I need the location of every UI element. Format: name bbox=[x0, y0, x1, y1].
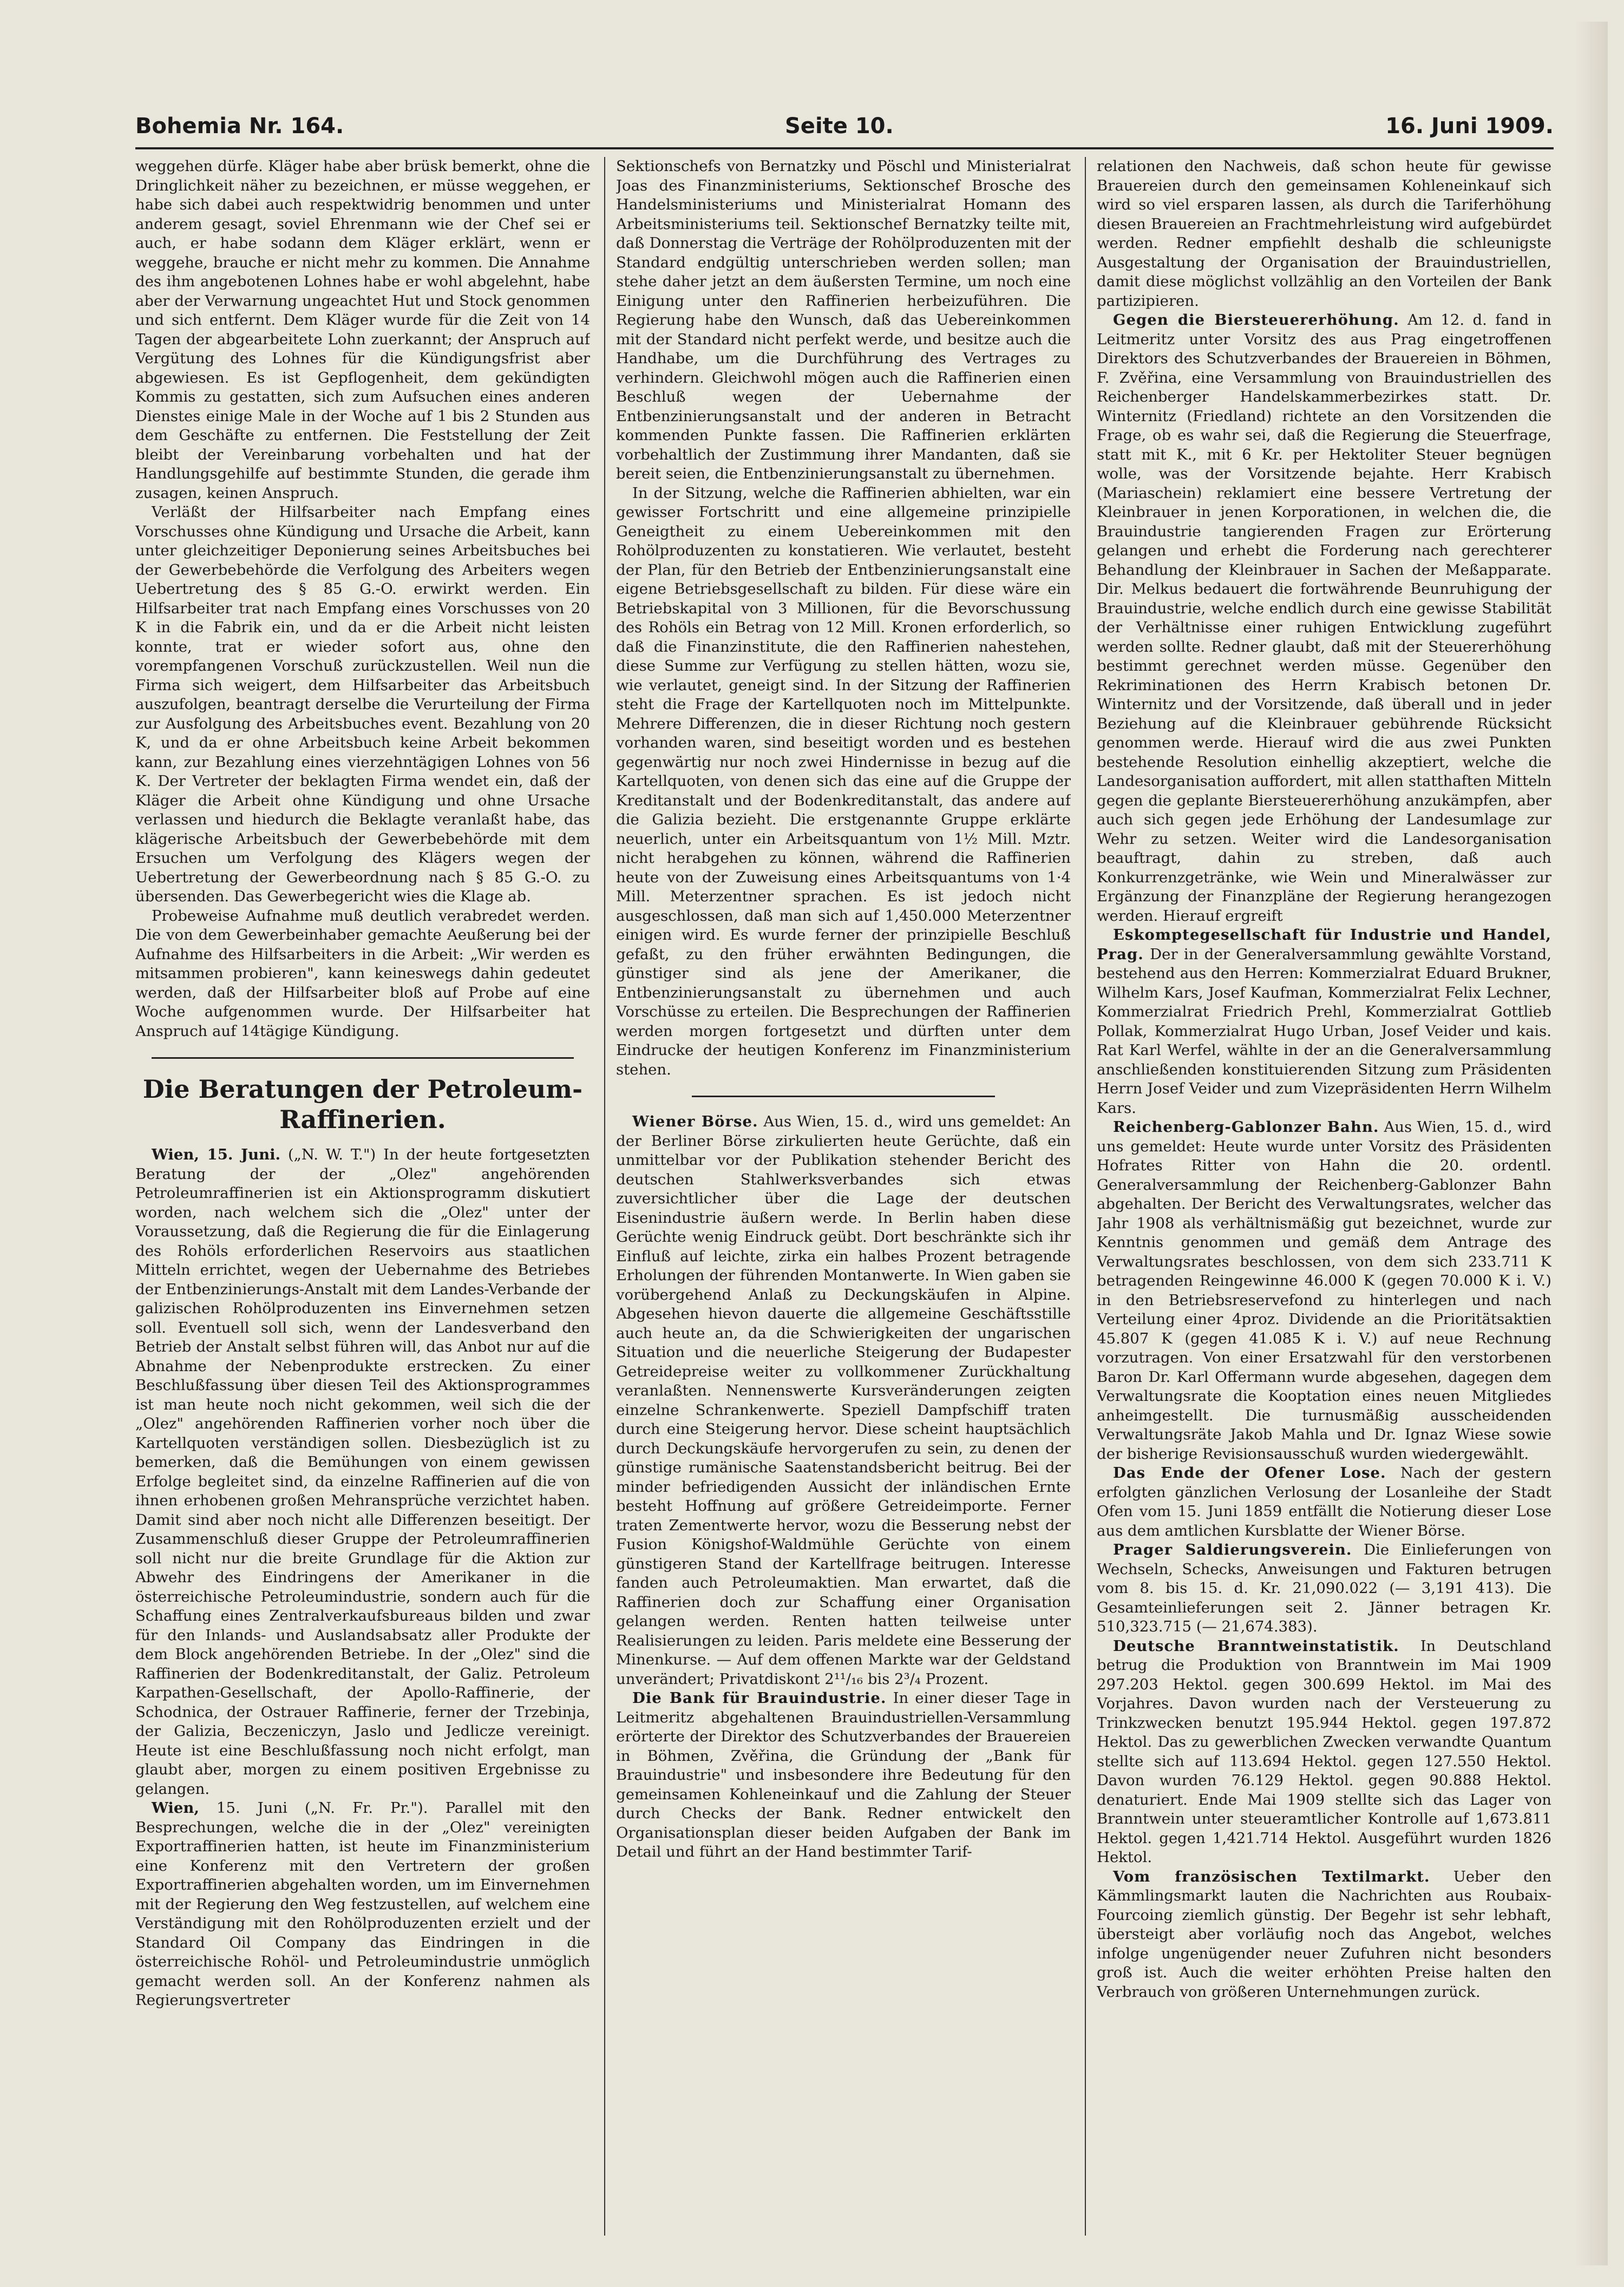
article-title: Die Beratungen der Petroleum-Raffinerien. bbox=[142, 1074, 583, 1134]
masthead-issue: Bohemia Nr. 164. bbox=[135, 114, 344, 139]
paragraph-text: Ueber den Kämmlingsmarkt lauten die Nachrichten aus Roubaix-Fourcoing ziemlich günstig. Der Begehr ist sehr lebhaft, übersteigt aber vorläufig noch das Angebot, welches infolge ungenügender neuer Zufuhren nicht besonders groß ist. Auch die weiter erhöhten Preise halten den Verbrauch von größeren Unternehmungen zurück. bbox=[1097, 1867, 1551, 2001]
paragraph-text: Am 12. d. fand in Leitmeritz unter Vorsitz des aus Prag eingetroffenen Direktors des Schutzverbandes der Brauereien in Böhmen, F. Zvěřina, eine Versammlung von Brauindustriellen des Reichenberger Handelskammerbezirkes statt. Dr. Winternitz (Friedland) richtete an den Vorsitzenden die Frage, ob es wahr sei, daß die Regierung die Steuerfrage, statt mit K., mit 6 Kr. per Hektoliter Steuer begnügen wolle, was der Vorsitzende bejahte. Herr Krabisch (Mariaschein) reklamiert eine bessere Vertretung der Kleinbrauer in jenen Korporationen, in welchen die, die Brauindustrie tangierenden Fragen zur Erörterung gelangen und erhebt die Forderung nach gerechterer Behandlung der Kleinbrauer in Sachen der Meßapparate. Dir. Melkus bedauert die fortwährende Beunruhigung der Brauindustrie, welche endlich durch eine gewisse Stabilität der Verhältnisse einer ruhigen Entwicklung zugeführt werden sollte. Redner glaubt, daß mit der Steuererhöhung bestimmt gerechnet werden müsse. Gegenüber den Rekriminationen des Herrn Krabisch betonen Dr. Winternitz und der Vorsitzende, daß überall und in jeder Beziehung auf die Kleinbrauer gebührende Rücksicht genommen werde. Hierauf wird die aus zwei Punkten bestehende Resolution einhellig akzeptiert, welche die Landesorganisation auffordert, mit allen statthaften Mitteln gegen die geplante Biersteuererhöhung anzukämpfen, aber auch sich gegen jede Erhöhung der Landesumlage zur Wehr zu setzen. Weiter wird die Landesorganisation beauftragt, dahin zu streben, daß auch Konkurrenzgetränke, wie Wein und Mineralwässer zur Ergänzung der Finanzpläne der Regierung herangezogen werden. Hierauf ergreift bbox=[1097, 311, 1551, 925]
column-divider bbox=[1085, 157, 1086, 2236]
paragraph: In der Sitzung, welche die Raffinerien abhielten, war ein gewisser Fortschritt und eine allgemeine prinzipielle Geneigtheit zu einem Uebereinkommen mit den Rohölproduzenten zu konstatieren. Wie verlautet, besteht der Plan, für den Betrieb der Entbenzinierungsanstalt eine eigene Betriebsgesellschaft zu bilden. Für diese wäre ein Betriebskapital von 3 Millionen, für die Bevorschussung des Rohöls ein Betrag von 12 Mill. Kronen erforderlich, so daß die Finanzinstitute, die den Raffinerien nahestehen, diese Summe zur Verfügung zu stellen hätten, wozu sie, wie verlautet, geneigt sind. In der Sitzung der Raffinerien steht die Frage der Kartellquoten noch im Mittelpunkte. Mehrere Differenzen, die in dieser Richtung noch gestern vorhanden waren, sind beseitigt worden und es bestehen gegenwärtig nur noch zwei Hindernisse in bezug auf die Kartellquoten, von denen sich das eine auf die Gruppe der Kreditanstalt und der Bodenkreditanstalt, das andere auf die Galizia bezieht. Die erstgenannte Gruppe erklärte neuerlich, unter ein Arbeitsquantum von 1½ Mill. Mztr. nicht herabgehen zu können, während die Raffinerien heute von der Zuweisung eines Arbeitsquantums von 1·4 Mill. Meterzentner sprachen. Es ist jedoch nicht ausgeschlossen, daß man sich auf 1,450.000 Meterzentner einigen wird. Es wurde ferner der prinzipielle Beschluß gefaßt, zu den früher erwähnten Bedingungen, die günstiger sind als jene der Amerikaner, die Entbenzinierungsanstalt zu übernehmen und auch Vorschüsse zu erteilen. Die Besprechungen der Raffinerien werden morgen fortgesetzt und dürften unter dem Eindrucke der heutigen Konferenz im Finanzministerium stehen. bbox=[616, 484, 1071, 1078]
column-1 bbox=[135, 157, 590, 2236]
paragraph bbox=[1097, 1541, 1551, 1637]
paragraph bbox=[1097, 926, 1551, 1118]
paragraph bbox=[135, 1145, 590, 1799]
section-heading: Gegen die Biersteuererhöhung. bbox=[1113, 311, 1399, 329]
paragraph-text: Aus Wien, 15. d., wird uns gemeldet: Heute wurde unter Vorsitz des Präsidenten Hofrates Ritter von Hahn die 20. ordentl. Generalversammlung der Reichenberg-Gablonzer Bahn abgehalten. Der Bericht des Verwaltungsrates, welcher das Jahr 1908 als verhältnismäßig gut bezeichnet, wurde zur Kenntnis genommen und gemäß dem Antrage des Verwaltungsrates beschlossen, von dem sich 233.711 K betragenden Reingewinne 46.000 K (gegen 70.000 K i. V.) in den Betriebsreservefond zu hinterlegen und nach Verteilung einer 4proz. Dividende an die Prioritätsaktien 45.807 K (gegen 41.085 K i. V.) auf neue Rechnung vorzutragen. Von einer Ersatzwahl für den verstorbenen Baron Dr. Karl Offermann wurde abgesehen, dagegen dem Verwaltungsrate die Kooptation eines neuen Mitgliedes anheimgestellt. Die turnusmäßig ausscheidenden Verwaltungsräte Jakob Mahla und Dr. Ignaz Wiese sowie der bisherige Revisionsausschuß wurden wiedergewählt. bbox=[1097, 1118, 1551, 1463]
paragraph: weggehen dürfe. Kläger habe aber brüsk bemerkt, ohne die Dringlichkeit näher zu bezeichnen, er müsse weggehen, er habe sich dabei auch respektwidrig benommen und unter anderem gesagt, soviel Ehrenmann wie der Chef sei er auch, er habe sodann dem Kläger erklärt, wenn er weggehe, brauche er nicht mehr zu kommen. Die Annahme des ihm angebotenen Lohnes habe er wohl abgelehnt, habe aber der Verwarnung ungeachtet Hut und Stock genommen und sich entfernt. Dem Kläger wurde für die Zeit von 14 Tagen der abgearbeitete Lohn zuerkannt; der Anspruch auf Vergütung des Lohnes für die Kündigungsfrist aber abgewiesen. Es ist Gepflogenheit, dem gekündigten Kommis zu gestatten, sich zum Aufsuchen eines anderen Dienstes einige Male in der Woche auf 1 bis 2 Stunden aus dem Geschäfte zu entfernen. Die Feststellung der Zeit bleibt der Vereinbarung vorbehalten und hat der Handlungsgehilfe auf bestimmte Stunden, die gerade ihm zusagen, keinen Anspruch. bbox=[135, 158, 590, 502]
section-divider bbox=[152, 1057, 574, 1059]
column-divider bbox=[604, 157, 605, 2236]
section-heading: Deutsche Branntweinstatistik. bbox=[1113, 1637, 1399, 1655]
issue-date: 16. Juni 1909. bbox=[1385, 114, 1554, 139]
paragraph: Verläßt der Hilfsarbeiter nach Empfang eines Vorschusses ohne Kündigung und Ursache die Arbeit, kann unter gleichzeitiger Deponierung seines Arbeitsbuches bei der Gewerbebehörde die Verfolgung des Arbeiters wegen Uebertretung des § 85 G.-O. erwirkt werden. Ein Hilfsarbeiter trat nach Empfang eines Vorschusses von 20 K in die Fabrik ein, und da er die Arbeit nicht leisten konnte, trat er wieder sofort aus, ohne den vorempfangenen Vorschuß zurückzustellen. Weil nun die Firma sich weigert, dem Hilfsarbeiter das Arbeitsbuch auszufolgen, beantragt derselbe die Verurteilung der Firma zur Ausfolgung des Arbeitsbuches event. Bezahlung von 20 K, und da er ohne Arbeitsbuch keine Arbeit bekommen kann, zur Bezahlung eines vierzehntägigen Lohnes von 56 K. Der Vertreter der beklagten Firma wendet ein, daß der Kläger die Arbeit ohne Kündigung und ohne Ursache verlassen und hiedurch die Beklagte veranlaßt habe, das klägerische Arbeitsbuch der Gewerbebehörde mit dem Ersuchen um Verfolgung des Klägers wegen der Uebertretung der Gewerbeordnung nach § 85 G.-O. zu übersenden. Das Gewerbegericht wies die Klage ab. bbox=[135, 503, 590, 905]
column-2 bbox=[616, 157, 1071, 2236]
newspaper-page bbox=[135, 103, 1554, 2246]
paragraph-text: 15. Juni („N. Fr. Pr."). Parallel mit den Besprechungen, welche die in der „Olez" vereinigten Exportraffinerien hatten, ist heute im Finanzministerium eine Konferenz mit den Vertretern der großen Exportraffinerien abgehalten worden, um im Einvernehmen mit der Regierung den Weg festzustellen, auf welchem eine Verständigung mit den Rohölproduzenten erzielt und der Standard Oil Company das Eindringen in die österreichische Rohöl- und Petroleumindustrie unmöglich gemacht werden soll. An der Konferenz nahmen als Regierungsvertreter bbox=[135, 1799, 590, 2009]
page-header bbox=[135, 103, 1554, 152]
section-heading: Das Ende der Ofener Lose. bbox=[1113, 1464, 1386, 1482]
section-divider bbox=[692, 1096, 995, 1097]
page-number: Seite 10. bbox=[785, 114, 894, 139]
paragraph bbox=[1097, 1867, 1551, 2002]
section-heading: Die Bank für Brauindustrie. bbox=[632, 1689, 887, 1707]
section-heading: Prager Saldierungsverein. bbox=[1113, 1541, 1352, 1558]
paragraph bbox=[135, 1799, 590, 2010]
header-rule bbox=[135, 147, 1554, 149]
paragraph bbox=[616, 1112, 1071, 1689]
paragraph: relationen den Nachweis, daß schon heute für gewisse Brauereien durch den gemeinsamen Kohleneinkauf sich wird so viel ersparen lassen, als durch die Tariferhöhung diesen Brauereien an Frachtmehrleistung wird aufgebürdet werden. Redner empfiehlt deshalb die schleunigste Ausgestaltung der Organisation der Brauindustriellen, damit diese möglichst vollzählig an den Vorteilen der Bank partizipieren. bbox=[1097, 158, 1551, 310]
section-heading: Reichenberg-Gablonzer Bahn. bbox=[1113, 1118, 1379, 1136]
paragraph-text: Die Einlieferungen von Wechseln, Schecks, Anweisungen und Fakturen betrugen vom 8. bis 15. d. Kr. 21,090.022 (— 3,191 413). Die Gesamteinlieferungen seit 2. Jänner betragen Kr. 510,323.715 (— 21,674.383). bbox=[1097, 1541, 1551, 1635]
paragraph-text: Der in der Generalversammlung gewählte Vorstand, bestehend aus den Herren: Kommerzialrat Eduard Brukner, Wilhelm Kars, Josef Kaufman, Kommerzialrat Felix Lechner, Kommerzialrat Friedrich Prehl, Kommerzialrat Gottlieb Pollak, Kommerzialrat Hugo Urban, Josef Veider und kais. Rat Karl Werfel, wählte in der an die Generalversammlung anschließenden konstituierenden Sitzung zum Präsidenten Herrn Josef Veider und zum Vizepräsidenten Herrn Wilhelm Kars. bbox=[1097, 945, 1551, 1117]
paragraph: Probeweise Aufnahme muß deutlich verabredet werden. Die von dem Gewerbeinhaber gemachte Aeußerung bei der Aufnahme des Hilfsarbeiters in die Arbeit: „Wir werden es mitsammen probieren", kann keineswegs dahin gedeutet werden, daß der Hilfsarbeiter bloß auf Probe auf eine Woche aufgenommen wurde. Der Hilfsarbeiter hat Anspruch auf 14tägige Kündigung. bbox=[135, 907, 590, 1040]
section-heading: Wiener Börse. bbox=[632, 1113, 758, 1130]
paragraph-text: In Deutschland betrug die Produktion von Branntwein im Mai 1909 297.203 Hektol. gegen 300.699 Hektol. im Mai des Vorjahres. Davon wurden nach der Versteuerung zu Trinkzwecken benutzt 195.944 Hektol. gegen 197.872 Hektol. Das zu gewerblichen Zwecken verwandte Quantum stellte sich auf 113.694 Hektol. gegen 127.550 Hektol. Davon wurden 76.129 Hektol. gegen 90.888 Hektol. denaturiert. Ende Mai 1909 stellte sich das Lager von Branntwein unter steueramtlicher Kontrolle auf 1,673.811 Hektol. gegen 1,421.714 Hektol. Ausgeführt wurden 1826 Hektol. bbox=[1097, 1637, 1551, 1866]
section-heading: Eskomptegesellschaft für Industrie und Handel, Prag. bbox=[1097, 926, 1551, 963]
paragraph bbox=[616, 1689, 1071, 1862]
paragraph-text: Aus Wien, 15. d., wird uns gemeldet: An der Berliner Börse zirkulierten heute Gerüchte, daß ein unmittelbar vor der Publikation stehender Bericht des deutschen Stahlwerksverbandes sich etwas zuversichtlicher über die Lage der deutschen Eisenindustrie äußern werde. In Berlin haben diese Gerüchte wenig Eindruck geübt. Dort beschränkte sich ihr Einfluß auf leichte, zirka ein halbes Prozent betragende Erholungen der führenden Montanwerte. In Wien gaben sie vorübergehend Anlaß zu Deckungskäufen in Alpine. Abgesehen hievon dauerte die allgemeine Geschäftsstille auch heute an, da die Schwierigkeiten der ungarischen Situation und die neuerliche Steigerung der Budapester Getreidepreise weiter zu vollkommener Zurückhaltung veranlaßten. Nennenswerte Kursveränderungen zeigten einzelne Schrankenwerte. Speziell Dampfschiff traten durch eine Steigerung hervor. Diese scheint hauptsächlich durch Deckungskäufe hervorgerufen zu sein, zu denen der günstige rumänische Saatenstandsbericht beitrug. Bei der minder befriedigenden Aussicht der inländischen Ernte besteht Hoffnung auf größere Getreideimporte. Ferner traten Zementwerte hervor, wozu die Besserung nebst der Fusion Königshof-Waldmühle Gerüchte von einem günstigeren Stand der Kartellfrage beitrugen. Interesse fanden auch Petroleumaktien. Man erwartet, daß die Raffinerien doch zur Schaffung einer Organisation gelangen werden. Renten hatten teilweise unter Realisierungen zu leiden. Paris meldete eine Besserung der Minenkurse. — Auf dem offenen Markte war der Geldstand unverändert; Privatdiskont 2¹¹/₁₆ bis 2³/₄ Prozent. bbox=[616, 1113, 1071, 1688]
paragraph bbox=[1097, 1464, 1551, 1541]
dateline: Wien, 15. Juni. bbox=[152, 1146, 281, 1163]
paragraph bbox=[1097, 1118, 1551, 1464]
paragraph: Sektionschefs von Bernatzky und Pöschl und Ministerialrat Joas des Finanzministeriums, Sektionschef Brosche des Handelsministeriums und Ministerialrat Homann des Arbeitsministeriums teil. Sektionschef Bernatzky teilte mit, daß Donnerstag die Verträge der Rohölproduzenten mit der Standard endgültig unterschrieben werden sollen; man stehe daher jetzt an dem äußersten Termine, um noch eine Einigung unter den Raffinerien herbeizuführen. Die Regierung habe den Wunsch, daß das Uebereinkommen mit der Standard nicht perfekt werde, und besitze auch die Handhabe, um die Durchführung des Vertrages zu verhindern. Gleichwohl mögen auch die Raffinerien einen Beschluß wegen der Uebernahme der Entbenzinierungsanstalt und der anderen in Betracht kommenden Punkte fassen. Die Raffinerien erklärten vorbehaltlich der Zustimmung ihrer Mandanten, daß sie bereit seien, die Entbenzinierungsanstalt zu übernehmen. bbox=[616, 158, 1071, 482]
paragraph bbox=[1097, 311, 1551, 926]
section-heading: Vom französischen Textilmarkt. bbox=[1113, 1867, 1430, 1885]
paragraph-text: Nach der gestern erfolgten gänzlichen Verlosung der Losanleihe der Stadt Ofen vom 15. Juni 1859 entfällt die Notierung dieser Lose aus dem amtlichen Kursblatte der Wiener Börse. bbox=[1097, 1464, 1551, 1539]
dateline: Wien, bbox=[152, 1799, 199, 1817]
paragraph-text: („N. W. T.") In der heute fortgesetzten Beratung der der „Olez" angehörenden Petroleumraffinerien ist ein Aktionsprogramm diskutiert worden, nach welchem sich die „Olez" unter der Voraussetzung, daß die Regierung die für die Einlagerung des Rohöls erforderlichen Reservoirs aus staatlichen Mitteln errichtet, wegen der Uebernahme des Betriebes der Entbenzinierungs-Anstalt mit dem Landes-Verbande der galizischen Rohölproduzenten ins Einvernehmen setzen soll. Eventuell soll sich, wenn der Landesverband den Betrieb der Anstalt selbst führen will, das Anbot nur auf die Abnahme der Nebenprodukte erstrecken. Zu einer Beschlußfassung über diesen Teil des Aktionsprogrammes ist man heute noch nicht gekommen, weil sich die der „Olez" angehörenden Raffinerien vorher noch über die Kartellquoten verständigen sollen. Diesbezüglich ist zu bemerken, daß die Bemühungen von einem gewissen Erfolge begleitet sind, da einzelne Raffinerien auf die von ihnen erhobenen großen Mehransprüche verzichtet haben. Damit sind aber noch nicht alle Differenzen beseitigt. Der Zusammenschluß dieser Gruppe der Petroleumraffinerien soll nicht nur die breite Grundlage für die Aktion zur Abwehr des Eindringens der Amerikaner in die österreichische Petroleumindustrie, sondern auch für die Schaffung eines Zentralverkaufsbureaus bilden und zwar für den Inlands- und Auslandsabsatz aller Produkte der dem Block angehörenden Betriebe. In der „Olez" sind die Raffinerien der Bodenkreditanstalt, der Galiz. Petroleum Karpathen-Gesellschaft, der Apollo-Raffinerie, der Schodnica, der Ostrauer Raffinerie, ferner der Trzebinja, der Galizia, Beczeniczyn, Jaslo und Jedlicze vereinigt. Heute ist eine Beschlußfassung noch nicht erfolgt, man glaubt aber, morgen zu einem positiven Ergebnisse zu gelangen. bbox=[135, 1146, 590, 1798]
column-3 bbox=[1097, 157, 1551, 2236]
paragraph bbox=[1097, 1637, 1551, 1867]
page-edge bbox=[1575, 22, 1608, 2265]
paragraph-text: In einer dieser Tage in Leitmeritz abgehaltenen Brauindustriellen-Versammlung erörterte der Direktor des Schutzverbandes der Brauereien in Böhmen, Zvěřina, die Gründung der „Bank für Brauindustrie" und insbesondere ihre Bedeutung für den gemeinsamen Kohleneinkauf und die Zahlung der Steuer durch Checks der Bank. Redner entwickelt den Organisationsplan dieser beiden Aufgaben der Bank im Detail und führt an der Hand bestimmter Tarif- bbox=[616, 1689, 1071, 1860]
